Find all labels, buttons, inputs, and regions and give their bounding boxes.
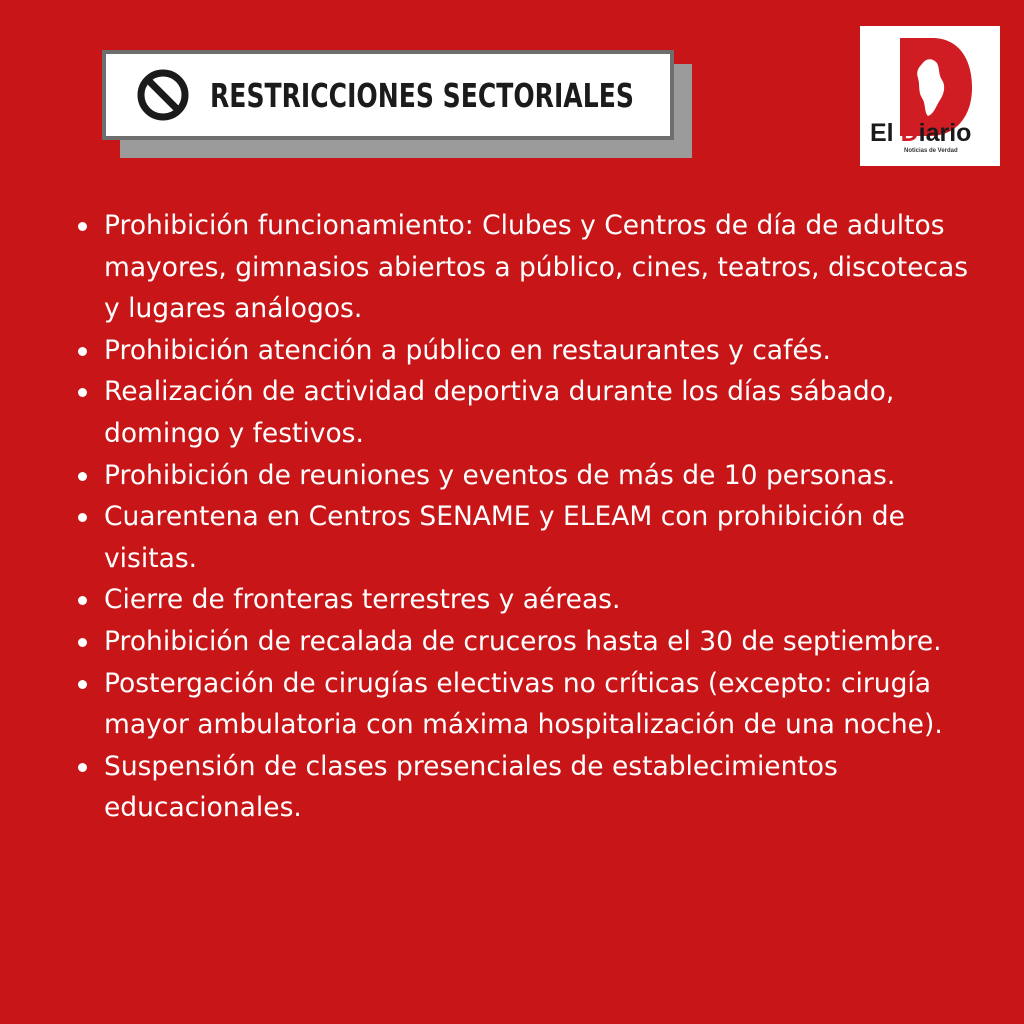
title-banner [102, 50, 674, 140]
logo-letter-d: D [900, 119, 919, 147]
logo-wordmark [870, 119, 971, 148]
list-item [74, 621, 974, 663]
list-item [74, 746, 974, 829]
logo-tagline: Noticias de Verdad [904, 148, 958, 154]
list-item-text: Prohibición de recalada de cruceros hasta el 30 de septiembre. [104, 625, 942, 657]
list-item [74, 663, 974, 746]
list-item-text: Suspensión de clases presenciales de establecimientos educacionales. [104, 750, 838, 824]
bullet-icon [78, 763, 87, 772]
page-title: RESTRICCIONES SECTORIALES [210, 75, 634, 115]
bullet-icon [78, 472, 87, 481]
logo-word-el: El [870, 119, 901, 147]
list-item [74, 330, 974, 372]
list-item-text: Prohibición de reuniones y eventos de más de 10 personas. [104, 459, 896, 491]
restrictions-list [74, 205, 974, 829]
logo [860, 26, 1000, 166]
no-entry-icon [136, 68, 190, 122]
list-item [74, 496, 974, 579]
list-item-text: Prohibición funcionamiento: Clubes y Centros de día de adultos mayores, gimnasios abiertos a público, cines, teatros, discotecas y lugares análogos. [104, 210, 969, 325]
list-item-text: Postergación de cirugías electivas no críticas (excepto: cirugía mayor ambulatoria con máxima hospitalización de una noche). [104, 667, 943, 741]
bullet-icon [78, 513, 87, 522]
list-item [74, 579, 974, 621]
list-item-text: Realización de actividad deportiva durante los días sábado, domingo y festivos. [104, 376, 895, 449]
bullet-icon [78, 680, 87, 689]
list-item [74, 371, 974, 454]
list-item-text: Cierre de fronteras terrestres y aéreas. [104, 584, 621, 616]
list-item [74, 205, 974, 330]
logo-word-iario: iario [918, 119, 972, 147]
list-item-text: Prohibición atención a público en restaurantes y cafés. [104, 334, 831, 366]
bullet-icon [78, 388, 87, 397]
list-item-text: Cuarentena en Centros SENAME y ELEAM con prohibición de visitas. [104, 501, 905, 574]
bullet-icon [78, 638, 87, 647]
bullet-icon [78, 347, 87, 356]
list-item [74, 455, 974, 497]
bullet-icon [78, 596, 87, 605]
bullet-icon [78, 222, 87, 231]
